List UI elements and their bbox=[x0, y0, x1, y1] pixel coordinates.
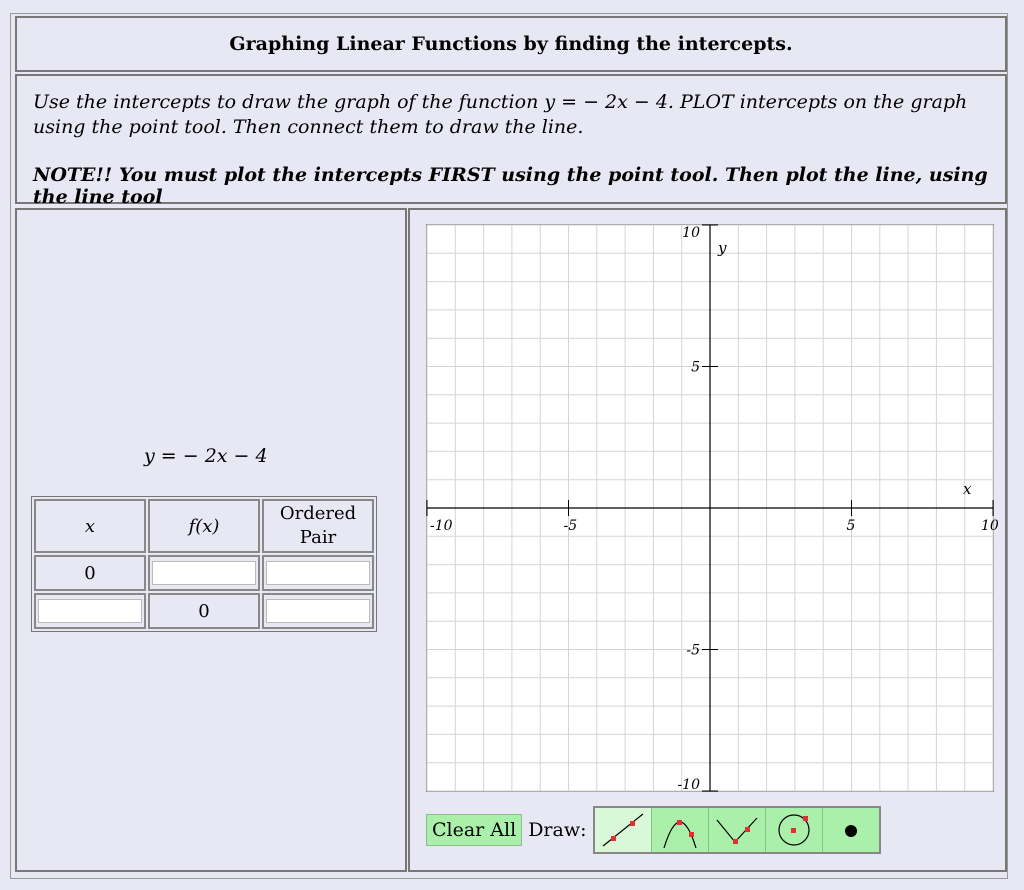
absolute-value-icon bbox=[713, 810, 761, 850]
x-axis-label: x bbox=[963, 480, 972, 498]
header-pair-label: Ordered Pair bbox=[279, 503, 357, 548]
page-title: Graphing Linear Functions by finding the intercepts. bbox=[229, 33, 793, 55]
table-row bbox=[34, 593, 374, 629]
instructions-box bbox=[15, 74, 1007, 208]
x-tick-label: 10 bbox=[981, 518, 999, 534]
graph-area[interactable] bbox=[426, 224, 999, 793]
y-tick-label: -5 bbox=[686, 642, 700, 659]
absolute-value-tool-button[interactable] bbox=[709, 808, 766, 852]
line-icon bbox=[599, 810, 647, 850]
x-tick-label: 5 bbox=[846, 518, 856, 534]
x-tick-label: -5 bbox=[563, 518, 578, 534]
y-tick-label: -10 bbox=[677, 777, 700, 793]
point-tool-button[interactable] bbox=[823, 808, 879, 852]
instructions-text: Use the intercepts to draw the graph of the function y = − 2x − 4. PLOT intercepts on the graph using the point tool. Then connect them to draw the line. bbox=[33, 91, 968, 138]
row2-pair-cell bbox=[262, 593, 374, 629]
row1-pair-input[interactable] bbox=[266, 561, 370, 585]
draw-label: Draw: bbox=[528, 819, 587, 841]
right-panel bbox=[408, 208, 1007, 872]
y-axis-label: y bbox=[718, 239, 727, 257]
draw-tools bbox=[593, 806, 881, 854]
point-icon bbox=[827, 810, 875, 850]
table-row bbox=[34, 555, 374, 591]
x-tick-label: -10 bbox=[430, 518, 453, 534]
row2-x-cell bbox=[34, 593, 146, 629]
left-panel bbox=[15, 208, 407, 872]
row1-x: 0 bbox=[34, 555, 146, 591]
header-ordered-pair bbox=[262, 499, 374, 553]
y-tick-label: 10 bbox=[682, 225, 700, 241]
circle-icon bbox=[770, 810, 818, 850]
y-tick-label: 5 bbox=[691, 359, 700, 376]
header-x bbox=[34, 499, 146, 553]
row2-fx: 0 bbox=[148, 593, 260, 629]
values-table bbox=[31, 496, 377, 632]
function-equation: y = − 2x − 4 bbox=[144, 445, 268, 467]
header-x-label: x bbox=[84, 515, 96, 537]
parabola-tool-button[interactable] bbox=[652, 808, 709, 852]
title-box bbox=[15, 16, 1007, 72]
clear-all-button[interactable]: Clear All bbox=[426, 814, 522, 846]
row2-x-input[interactable] bbox=[38, 599, 142, 623]
row1-pair-cell bbox=[262, 555, 374, 591]
row2-pair-input[interactable] bbox=[266, 599, 370, 623]
parabola-icon bbox=[656, 810, 704, 850]
header-fx-label: f(x) bbox=[188, 515, 220, 537]
note-text: NOTE!! You must plot the intercepts FIRST using the point tool. Then plot the line, using the line tool bbox=[33, 164, 988, 208]
header-fx bbox=[148, 499, 260, 553]
line-tool-button[interactable] bbox=[595, 808, 652, 852]
toolbar bbox=[426, 806, 881, 854]
row1-fx-cell bbox=[148, 555, 260, 591]
row1-fx-input[interactable] bbox=[152, 561, 256, 585]
circle-tool-button[interactable] bbox=[766, 808, 823, 852]
coordinate-plane[interactable] bbox=[427, 225, 999, 793]
